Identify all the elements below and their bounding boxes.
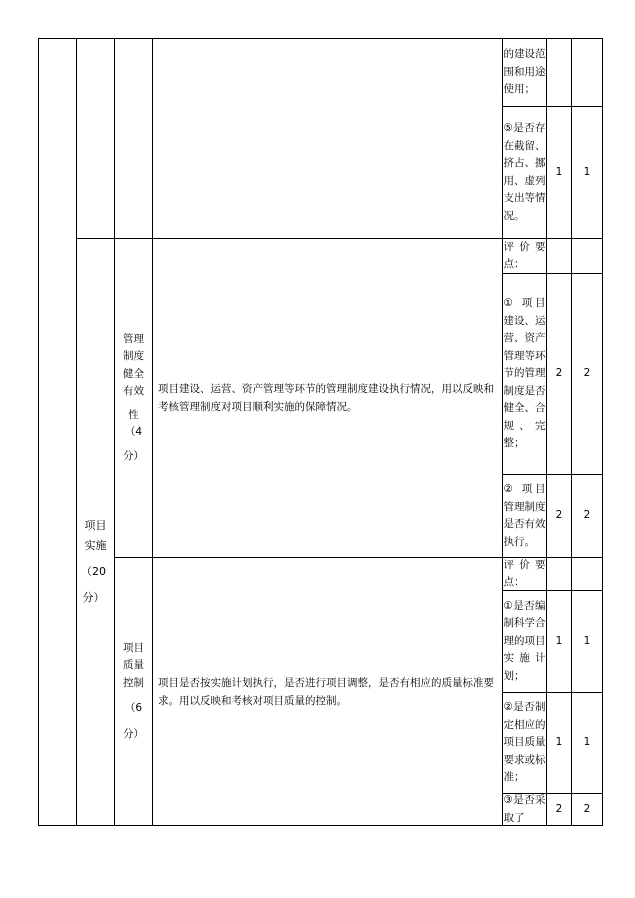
evaluation-point-text: ② 项目管理制度是否有效执行。 [503, 483, 546, 548]
actual-score: 1 [583, 736, 591, 749]
evaluation-point-cell [503, 693, 546, 793]
max-score-cell [547, 274, 571, 474]
indicator-description-cell [153, 558, 502, 825]
category-cell [77, 239, 114, 825]
max-score-cell [547, 475, 571, 557]
evaluation-point-text: ②是否制定相应的项目质量要求或标准； [503, 701, 546, 784]
indicator-label: 项目 质量 控制 （6 分） [123, 641, 144, 740]
actual-score-cell [572, 794, 602, 825]
indicator-description: 项目是否按实施计划执行，是否进行项目调整，是否有相应的质量标准要求。用以反映和考核对项目质量的控制。 [158, 676, 494, 707]
evaluation-point-text: ①是否编制科学合理的项目实施计划； [503, 599, 546, 682]
actual-score-cell [572, 591, 602, 692]
indicator-description: 项目建设、运营、资产管理等环节的管理制度建设执行情况，用以反映和考核管理制度对项目顺利实施的保障情况。 [158, 383, 494, 413]
category-label: 项目 实施 （20 分） [81, 519, 107, 604]
indicator-cell [115, 239, 152, 557]
max-score-cell [547, 693, 571, 793]
actual-score: 2 [583, 802, 591, 815]
actual-score-cell [572, 693, 602, 793]
actual-score-cell [572, 107, 602, 238]
max-score: 1 [555, 634, 563, 647]
actual-score: 2 [583, 509, 591, 522]
max-score-cell [547, 591, 571, 692]
indicator-label: 管理 制度 健全 有效 性（4 分） [123, 332, 144, 462]
indicator-description-cell [153, 239, 502, 557]
actual-score: 1 [583, 165, 591, 178]
max-score-cell [547, 107, 571, 238]
evaluation-point-cell [503, 107, 546, 238]
actual-score: 2 [583, 367, 591, 380]
evaluation-point-cell [503, 239, 546, 273]
max-score: 2 [555, 509, 563, 522]
actual-score-cell [572, 274, 602, 474]
max-score: 1 [555, 736, 563, 749]
evaluation-point-cell [503, 794, 546, 825]
evaluation-point-text: 评价要点： [503, 240, 546, 270]
max-score: 2 [555, 367, 563, 380]
max-score: 2 [555, 802, 563, 815]
actual-score: 1 [583, 634, 591, 647]
evaluation-point-cell [503, 475, 546, 557]
evaluation-point-cell [503, 558, 546, 590]
evaluation-point-cell [503, 591, 546, 692]
max-score-cell [547, 794, 571, 825]
indicator-cell [115, 558, 152, 825]
max-score: 1 [555, 165, 563, 178]
table-border-left [38, 38, 39, 826]
evaluation-point-text: ③是否采取了 [503, 794, 546, 824]
evaluation-point-text: ① 项目建设、运营、资产管理等环节的管理制度是否健全、合规、完整； [503, 297, 546, 450]
evaluation-point-cell [503, 274, 546, 474]
evaluation-point-text: 评价要点： [503, 558, 546, 588]
evaluation-point-cell [503, 39, 546, 106]
evaluation-point-text: ⑤是否存在截留、挤占、挪用、虚列支出等情况。 [503, 122, 546, 222]
actual-score-cell [572, 475, 602, 557]
evaluation-point-text: 的建设范围和用途使用； [503, 48, 546, 96]
table-border-right [602, 38, 603, 826]
